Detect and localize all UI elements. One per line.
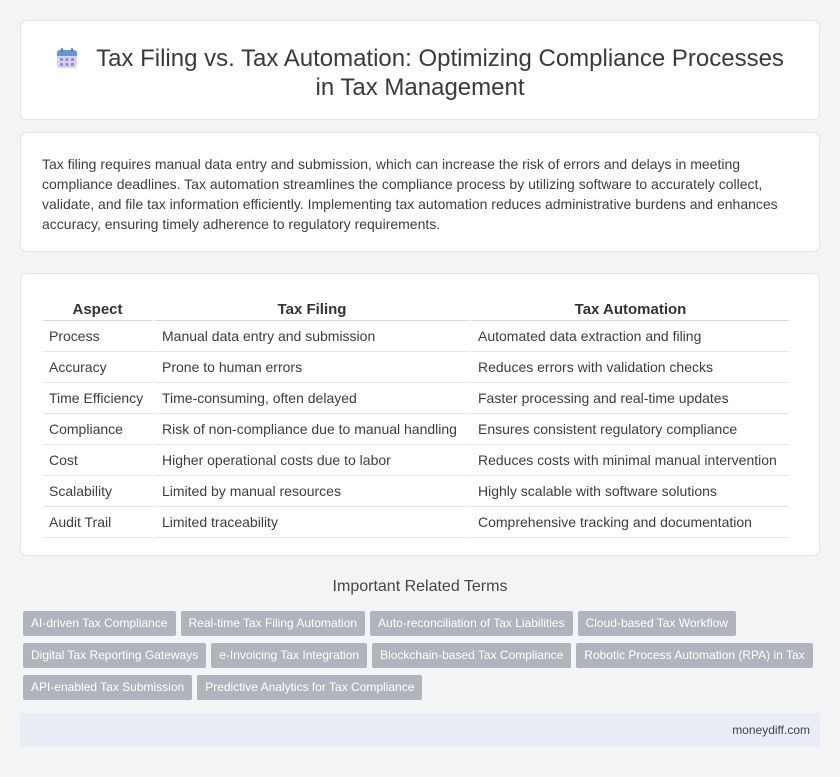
cell-tax-filing: Time-consuming, often delayed	[152, 383, 468, 414]
table-row	[43, 414, 789, 445]
cell-tax-automation: Reduces costs with minimal manual intervention	[468, 445, 789, 476]
related-term-tag[interactable]: Auto-reconciliation of Tax Liabilities	[370, 611, 573, 636]
footer	[20, 713, 820, 746]
header-tax-filing: Tax Filing	[152, 296, 468, 321]
cell-tax-automation: Faster processing and real-time updates	[468, 383, 789, 414]
tag-row	[23, 611, 823, 643]
table-row	[43, 321, 789, 352]
cell-tax-automation: Comprehensive tracking and documentation	[468, 507, 789, 538]
table-header-row	[43, 296, 789, 321]
related-term-tag[interactable]: e-Invoicing Tax Integration	[211, 643, 367, 668]
related-term-tag[interactable]: Cloud-based Tax Workflow	[578, 611, 736, 636]
comparison-card	[20, 273, 820, 556]
cell-tax-automation: Ensures consistent regulatory compliance	[468, 414, 789, 445]
title-line-1: Tax Filing vs. Tax Automation: Optimizing Compliance Processes	[96, 45, 784, 72]
related-term-tag[interactable]: Predictive Analytics for Tax Compliance	[197, 675, 422, 700]
cell-tax-filing: Limited traceability	[152, 507, 468, 538]
intro-paragraph: Tax filing requires manual data entry and submission, which can increase the risk of errors and delays in meeting compliance deadlines. Tax automation streamlines the compliance process by utilizing software to accurately collect, validate, and file tax information efficiently. Implementing tax automation reduces administrative burdens and enhances accuracy, ensuring timely adherence to regulatory requirements.	[42, 156, 778, 232]
cell-aspect: Time Efficiency	[43, 383, 152, 414]
title-line-2: in Tax Management	[315, 74, 525, 101]
cell-aspect: Compliance	[43, 414, 152, 445]
header-aspect: Aspect	[43, 296, 152, 321]
related-term-tag[interactable]: API-enabled Tax Submission	[23, 675, 192, 700]
cell-tax-filing: Limited by manual resources	[152, 476, 468, 507]
table-row	[43, 507, 789, 538]
related-term-tag[interactable]: Blockchain-based Tax Compliance	[372, 643, 571, 668]
tag-row	[23, 643, 823, 675]
cell-aspect: Audit Trail	[43, 507, 152, 538]
related-terms-tags	[23, 611, 823, 707]
cell-tax-filing: Prone to human errors	[152, 352, 468, 383]
header-tax-automation: Tax Automation	[468, 296, 789, 321]
related-term-tag[interactable]: AI-driven Tax Compliance	[23, 611, 176, 636]
related-terms-title: Important Related Terms	[332, 578, 508, 595]
cell-aspect: Accuracy	[43, 352, 152, 383]
table-row	[43, 383, 789, 414]
footer-site[interactable]: moneydiff.com	[732, 723, 810, 737]
intro-card	[20, 132, 820, 252]
comparison-table	[43, 296, 789, 538]
cell-tax-filing: Higher operational costs due to labor	[152, 445, 468, 476]
table-row	[43, 352, 789, 383]
tag-row	[23, 675, 823, 707]
cell-tax-automation: Reduces errors with validation checks	[468, 352, 789, 383]
cell-tax-automation: Highly scalable with software solutions	[468, 476, 789, 507]
cell-tax-filing: Risk of non-compliance due to manual handling	[152, 414, 468, 445]
related-term-tag[interactable]: Robotic Process Automation (RPA) in Tax	[576, 643, 812, 668]
table-row	[43, 476, 789, 507]
cell-aspect: Process	[43, 321, 152, 352]
cell-aspect: Scalability	[43, 476, 152, 507]
title-card	[20, 20, 820, 120]
cell-aspect: Cost	[43, 445, 152, 476]
cell-tax-filing: Manual data entry and submission	[152, 321, 468, 352]
table-row	[43, 445, 789, 476]
related-term-tag[interactable]: Real-time Tax Filing Automation	[181, 611, 366, 636]
related-term-tag[interactable]: Digital Tax Reporting Gateways	[23, 643, 206, 668]
page-title	[21, 44, 819, 102]
calendar-icon	[56, 47, 78, 69]
cell-tax-automation: Automated data extraction and filing	[468, 321, 789, 352]
